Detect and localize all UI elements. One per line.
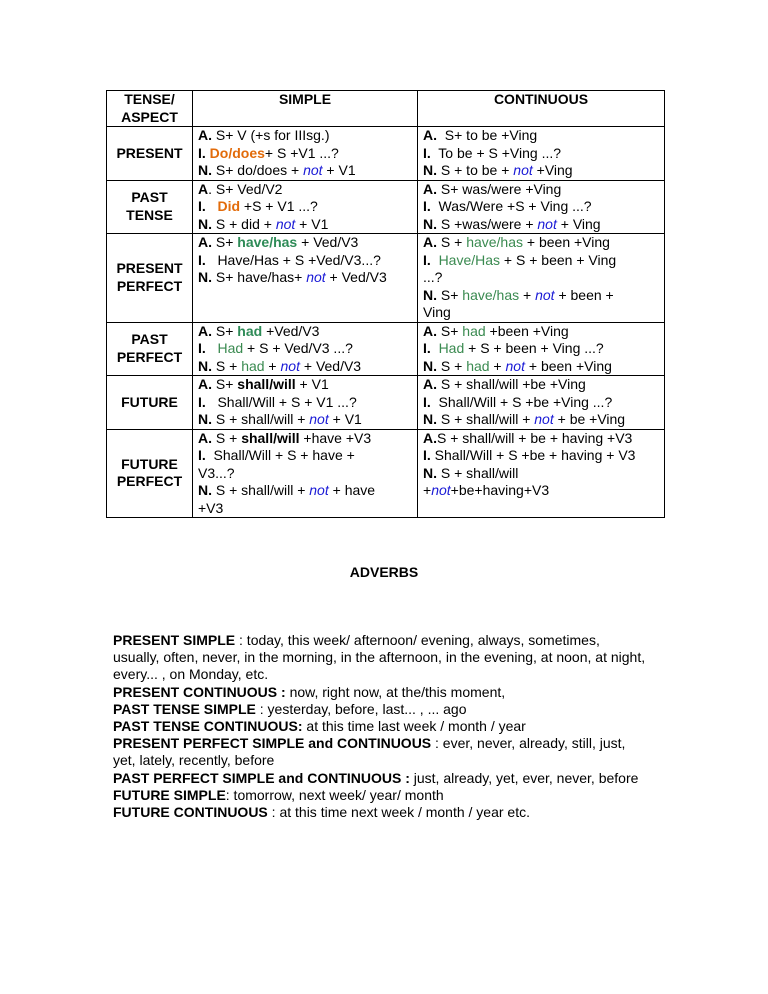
formula-segment: + been +Ving — [524, 357, 612, 374]
formula-segment: +been +Ving — [485, 322, 569, 339]
adverb-examples: : today, this week/ afternoon/ evening, always, sometimes, usually, often, never, in the morning, in the afternoon, in the evening, at noon, at night, every... , on Monday, etc. — [113, 632, 646, 683]
adverb-entry — [113, 684, 649, 701]
formula-segment: . S+ Ved/V2 — [208, 180, 283, 197]
formula-segment: S + did + — [212, 215, 276, 232]
adverb-examples: just, already, yet, ever, never, before — [409, 769, 639, 786]
formula-segment — [431, 252, 439, 268]
formula-segment: S + shall/will — [437, 464, 519, 481]
formula-segment: I. — [198, 144, 206, 161]
formula-segment: +V3 — [198, 499, 224, 516]
table-row — [107, 234, 665, 323]
formula-segment: + — [519, 286, 536, 303]
formula-segment: S + shall/will +be +Ving — [437, 376, 586, 392]
formula-segment: + S + been + Ving — [500, 251, 617, 268]
formula-segment: + been +Ving — [523, 234, 610, 250]
adverb-entry — [113, 701, 649, 718]
formula-segment: N. — [198, 269, 212, 285]
formula-segment: N. — [423, 162, 437, 178]
formula-line — [423, 234, 664, 252]
formula-segment: + S +V1 ...? — [264, 144, 339, 161]
table-header-row — [107, 91, 665, 127]
formula-segment: S + shall/will + be + having +V3 — [437, 429, 633, 446]
simple-formula-cell — [193, 376, 418, 430]
formula-segment: Shall/Will + S + have + — [205, 447, 355, 463]
formula-segment: A. — [198, 322, 212, 339]
formula-segment: not — [431, 482, 451, 498]
formula-segment — [206, 340, 218, 356]
formula-segment: + have — [328, 482, 376, 498]
header-continuous: CONTINUOUS — [418, 91, 665, 127]
formula-line — [423, 287, 664, 305]
tense-name: PAST PERFECT — [107, 322, 193, 376]
formula-line — [198, 269, 417, 287]
formula-segment: N. — [198, 411, 212, 427]
formula-segment: I. — [198, 447, 206, 463]
tense-name: PRESENT — [107, 127, 193, 181]
formula-segment: I. — [423, 340, 431, 356]
table-row — [107, 376, 665, 430]
formula-segment: shall/will — [241, 429, 300, 446]
formula-segment: S+ was/were +Ving — [437, 180, 562, 197]
formula-segment: N. — [198, 357, 212, 374]
formula-segment: I. — [423, 144, 431, 161]
formula-segment: N. — [198, 162, 212, 178]
adverb-examples: : yesterday, before, last... , ... ago — [255, 700, 467, 717]
formula-line — [198, 198, 417, 216]
formula-segment: To be + S +Ving ...? — [430, 144, 562, 161]
formula-segment: + — [489, 357, 506, 374]
formula-line — [198, 145, 417, 163]
formula-segment: not — [535, 286, 555, 303]
formula-line — [198, 340, 417, 358]
adverb-entry — [113, 770, 649, 787]
formula-segment: S + — [212, 429, 242, 446]
simple-formula-cell — [193, 322, 418, 376]
simple-formula-cell — [193, 127, 418, 181]
formula-segment: I. — [423, 198, 431, 214]
formula-segment: Do/does — [209, 144, 265, 161]
formula-line — [423, 323, 664, 341]
formula-segment: Have/Has — [438, 251, 501, 268]
formula-line — [423, 216, 664, 234]
formula-line — [423, 411, 664, 429]
formula-segment: N. — [423, 357, 437, 374]
table-row — [107, 429, 665, 518]
formula-segment: Shall/Will + S +be + having + V3 — [430, 447, 636, 463]
formula-line — [423, 145, 664, 163]
tense-name: FUTURE PERFECT — [107, 429, 193, 518]
formula-segment: not — [275, 215, 296, 232]
formula-segment: Have/Has + S +Ved/V3...? — [205, 251, 381, 268]
formula-segment: S + to be + — [437, 162, 514, 178]
formula-line — [423, 358, 664, 376]
formula-segment: not — [309, 411, 329, 427]
formula-segment: + Ving — [556, 215, 601, 232]
formula-segment — [431, 340, 439, 356]
formula-segment: Was/Were +S + Ving ...? — [430, 198, 592, 214]
formula-line — [423, 376, 664, 394]
formula-segment: S + shall/will + — [212, 411, 310, 427]
formula-segment: A. — [198, 376, 212, 392]
formula-segment — [206, 198, 218, 214]
adverbs-list — [113, 632, 649, 821]
formula-segment: S+ — [437, 322, 463, 339]
formula-segment: S+ — [437, 286, 463, 303]
formula-segment: N. — [423, 411, 437, 427]
formula-line — [423, 394, 664, 412]
adverb-examples: now, right now, at the/this moment, — [285, 683, 506, 700]
formula-segment: ...? — [423, 269, 443, 285]
formula-segment: have/has — [466, 234, 524, 250]
formula-line — [423, 252, 664, 270]
formula-segment: + Ved/V3 — [325, 269, 387, 285]
table-row — [107, 127, 665, 181]
formula-segment: I. — [198, 198, 206, 214]
formula-segment: + V1 — [295, 376, 329, 392]
formula-segment: S+ — [212, 234, 238, 250]
formula-segment: A. — [198, 234, 212, 250]
formula-segment: have/has — [237, 234, 298, 250]
formula-line — [423, 198, 664, 216]
formula-segment: I. — [198, 393, 206, 410]
adverb-tense-label: PAST PERFECT SIMPLE and CONTINUOUS : — [113, 769, 410, 786]
formula-segment: + V1 — [328, 411, 362, 427]
formula-segment: A. — [198, 429, 212, 446]
formula-segment: Shall/Will + S + V1 ...? — [205, 393, 357, 410]
formula-line — [198, 500, 417, 518]
formula-segment: S+ to be +Ving — [437, 127, 538, 143]
formula-segment: not — [303, 162, 323, 178]
continuous-formula-cell — [418, 180, 665, 234]
formula-line — [198, 252, 417, 270]
formula-segment: N. — [423, 215, 437, 232]
formula-segment: A. — [423, 127, 437, 143]
continuous-formula-cell — [418, 429, 665, 518]
formula-line — [423, 447, 664, 465]
formula-segment: Ving — [423, 304, 451, 320]
formula-segment: Had — [438, 340, 465, 356]
formula-segment: not — [306, 269, 326, 285]
adverb-examples: at this time last week / month / year — [302, 718, 526, 735]
formula-segment: A. — [423, 376, 437, 392]
formula-segment: S+ do/does + — [212, 162, 304, 178]
formula-segment: not — [513, 162, 533, 178]
simple-formula-cell — [193, 234, 418, 323]
continuous-formula-cell — [418, 127, 665, 181]
formula-segment: + — [264, 357, 281, 374]
formula-line — [198, 181, 417, 199]
formula-segment: + V1 — [295, 215, 329, 232]
adverb-entry — [113, 735, 649, 769]
formula-segment: not — [534, 411, 554, 427]
formula-segment: + Ved/V3 — [299, 357, 362, 374]
adverb-entry — [113, 787, 649, 804]
formula-segment: + V1 — [322, 162, 356, 178]
continuous-formula-cell — [418, 234, 665, 323]
formula-line — [198, 376, 417, 394]
formula-segment: N. — [198, 482, 212, 498]
formula-segment: + S + been + Ving ...? — [464, 340, 604, 356]
continuous-formula-cell — [418, 376, 665, 430]
formula-segment: S+ V (+s for IIIsg.) — [212, 127, 330, 143]
formula-segment: S + — [437, 234, 467, 250]
adverb-tense-label: PRESENT PERFECT SIMPLE and CONTINUOUS — [113, 735, 432, 752]
formula-segment: had — [466, 357, 490, 374]
formula-segment: V3...? — [198, 464, 235, 481]
tenses-table — [106, 90, 665, 518]
adverb-entry — [113, 718, 649, 735]
formula-segment: S + shall/will + — [212, 482, 310, 498]
formula-line — [198, 482, 417, 500]
formula-segment: S + — [212, 357, 242, 374]
formula-segment: Shall/Will + S +be +Ving ...? — [430, 393, 613, 410]
simple-formula-cell — [193, 180, 418, 234]
simple-formula-cell — [193, 429, 418, 518]
formula-line — [198, 323, 417, 341]
formula-segment: A — [198, 180, 209, 197]
adverbs-heading: ADVERBS — [349, 564, 419, 580]
formula-line — [198, 411, 417, 429]
formula-line — [423, 430, 664, 448]
tense-name: PRESENT PERFECT — [107, 234, 193, 323]
header-tense-aspect: TENSE/ ASPECT — [107, 91, 193, 127]
formula-segment: S+ have/has+ — [212, 269, 307, 285]
formula-segment: S + shall/will + — [437, 411, 535, 427]
formula-segment: have/has — [462, 286, 520, 303]
adverb-examples: : at this time next week / month / year etc. — [267, 804, 531, 821]
formula-line — [423, 181, 664, 199]
adverb-tense-label: PAST TENSE SIMPLE — [113, 700, 256, 717]
formula-segment: I. — [423, 393, 431, 410]
formula-segment: + been + — [554, 286, 614, 303]
formula-segment: +Ved/V3 — [262, 322, 320, 339]
formula-segment: S + — [437, 357, 467, 374]
formula-line — [423, 304, 664, 322]
formula-segment: + S + Ved/V3 ...? — [243, 340, 353, 356]
adverb-tense-label: FUTURE SIMPLE — [113, 786, 226, 803]
formula-line — [198, 234, 417, 252]
formula-segment: I. — [198, 340, 206, 356]
adverb-examples: : tomorrow, next week/ year/ month — [225, 786, 444, 803]
adverb-tense-label: PRESENT CONTINUOUS : — [113, 683, 286, 700]
formula-segment: not — [537, 215, 557, 232]
tense-name: PAST TENSE — [107, 180, 193, 234]
formula-segment: not — [309, 482, 329, 498]
formula-segment: I. — [423, 251, 431, 268]
adverb-examples: : ever, never, already, still, just, yet, lately, recently, before — [113, 735, 626, 769]
formula-segment: A. — [423, 322, 437, 339]
formula-segment: + — [423, 482, 432, 498]
adverb-tense-label: FUTURE CONTINUOUS — [113, 804, 268, 821]
formula-line — [198, 465, 417, 483]
formula-segment: Did — [217, 198, 241, 214]
formula-segment: S +was/were + — [437, 215, 538, 232]
formula-segment: had — [237, 322, 263, 339]
formula-segment: + Ved/V3 — [297, 234, 359, 250]
formula-segment: shall/will — [237, 376, 296, 392]
formula-line — [198, 127, 417, 145]
formula-line — [198, 216, 417, 234]
formula-line — [423, 269, 664, 287]
formula-segment: +S + V1 ...? — [240, 198, 318, 214]
formula-segment: N. — [423, 286, 437, 303]
formula-segment: A. — [423, 180, 437, 197]
header-simple: SIMPLE — [193, 91, 418, 127]
formula-line — [423, 162, 664, 180]
formula-segment: I. — [423, 447, 431, 463]
adverb-entry — [113, 632, 649, 684]
formula-line — [423, 127, 664, 145]
table-row — [107, 322, 665, 376]
formula-line — [423, 465, 664, 483]
formula-segment: I. — [198, 251, 206, 268]
formula-line — [198, 358, 417, 376]
formula-segment: A. — [423, 234, 437, 250]
formula-segment: +Ving — [532, 162, 573, 178]
formula-segment: S+ — [212, 376, 238, 392]
formula-line — [423, 340, 664, 358]
formula-segment: had — [462, 322, 486, 339]
formula-line — [198, 162, 417, 180]
formula-segment: +be+having+V3 — [450, 482, 550, 498]
tense-name: FUTURE — [107, 376, 193, 430]
formula-segment: N. — [198, 215, 212, 232]
adverb-tense-label: PRESENT SIMPLE — [113, 632, 236, 648]
formula-segment: not — [505, 357, 525, 374]
formula-segment: A. — [198, 127, 212, 143]
formula-segment: N. — [423, 464, 437, 481]
formula-segment: not — [280, 357, 300, 374]
formula-line — [198, 394, 417, 412]
table-row — [107, 180, 665, 234]
formula-segment: + be +Ving — [553, 411, 626, 427]
formula-segment: S+ — [212, 322, 238, 339]
adverb-entry — [113, 804, 649, 821]
formula-line — [423, 482, 664, 500]
formula-line — [198, 447, 417, 465]
adverb-tense-label: PAST TENSE CONTINUOUS: — [113, 718, 303, 735]
formula-line — [198, 430, 417, 448]
continuous-formula-cell — [418, 322, 665, 376]
formula-segment: A. — [423, 429, 437, 446]
formula-segment: had — [241, 357, 265, 374]
formula-segment: +have +V3 — [299, 429, 372, 446]
formula-segment: Had — [217, 340, 244, 356]
